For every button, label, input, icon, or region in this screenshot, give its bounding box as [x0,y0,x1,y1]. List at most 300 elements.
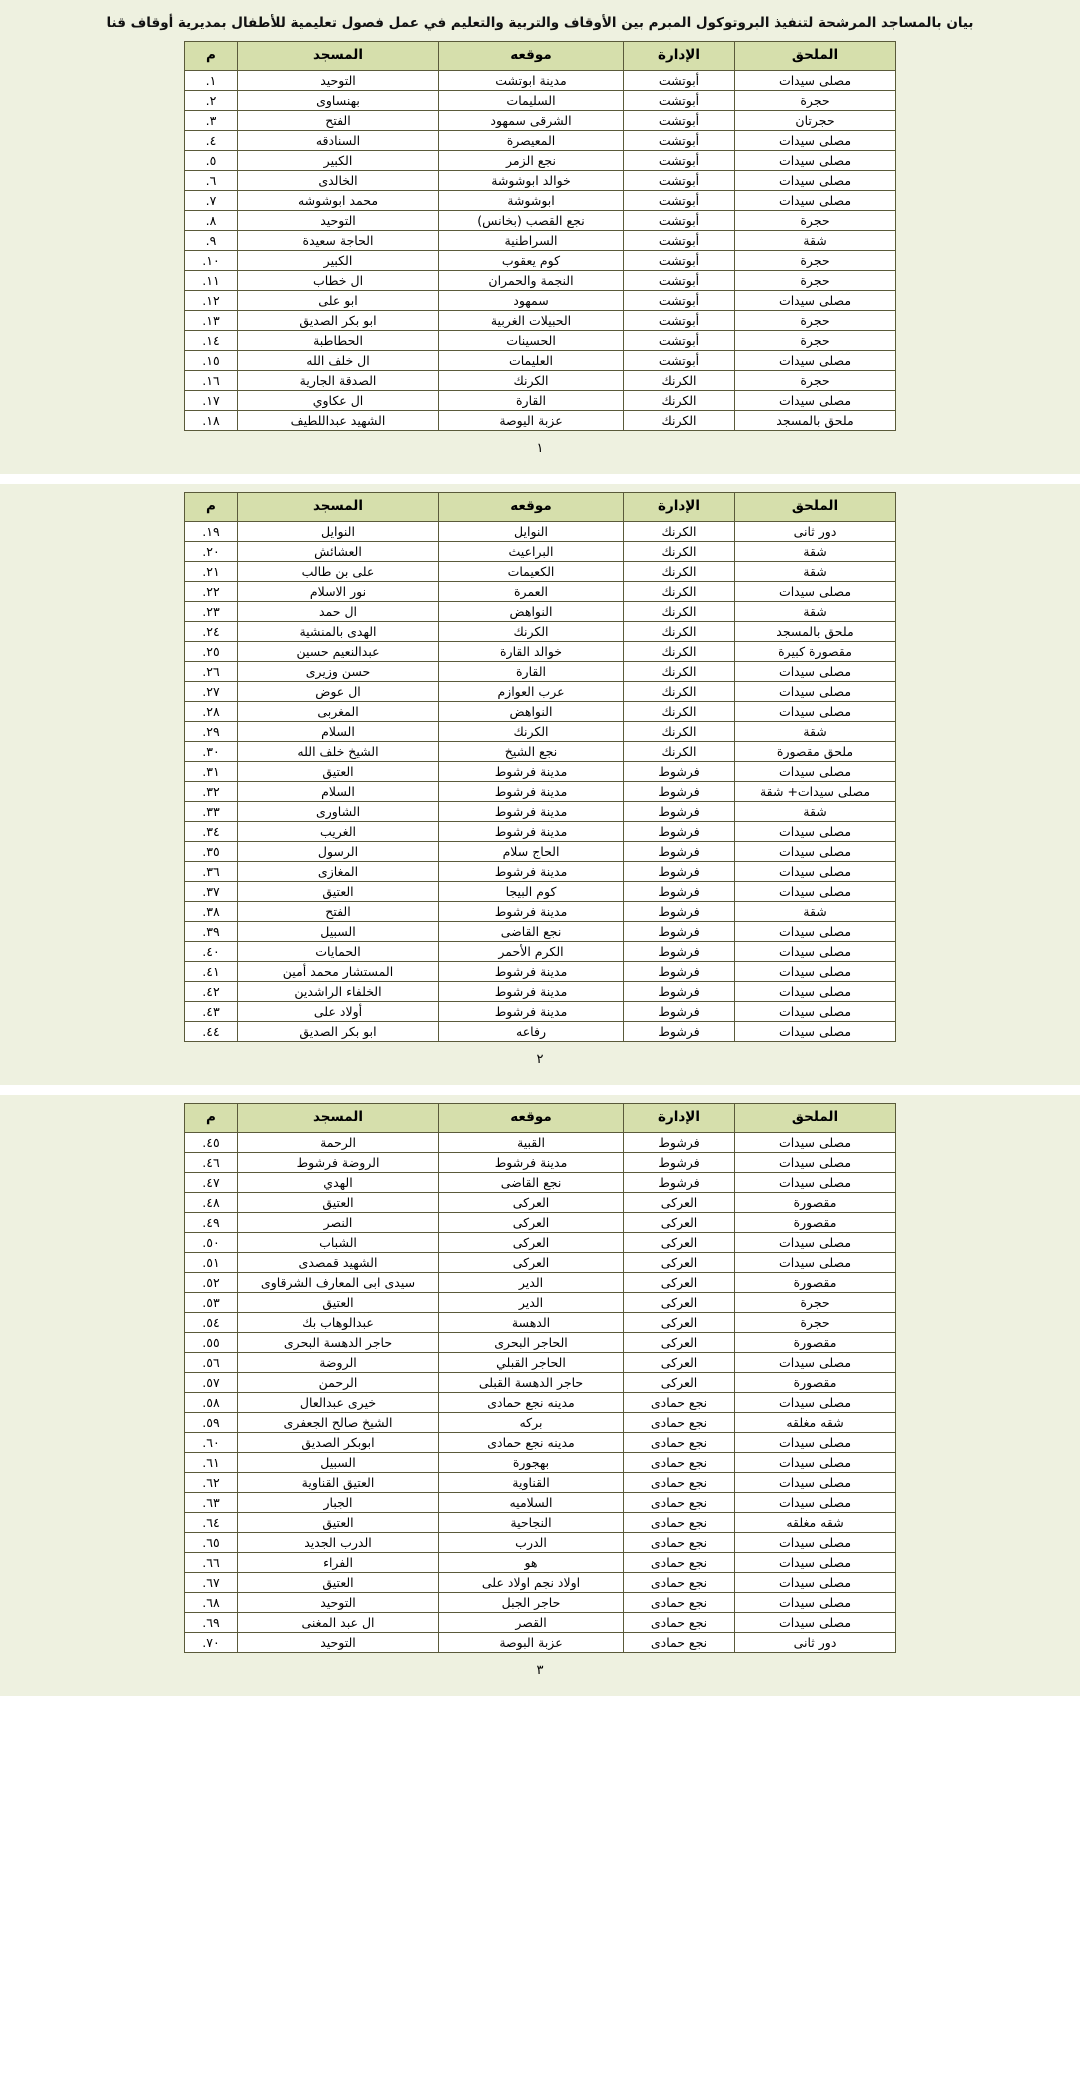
column-header-mosque: المسجد [238,492,439,521]
cell-annex: حجرة [735,270,896,290]
cell-location: نجع القصب (بخانس) [439,210,624,230]
cell-annex: مقصورة [735,1332,896,1352]
cell-mosque: العتيق [238,1572,439,1592]
cell-administration: أبوتشت [624,290,735,310]
cell-administration: الكرنك [624,541,735,561]
cell-serial: ٣٥. [185,841,238,861]
table-row [185,70,896,90]
cell-mosque: الرسول [238,841,439,861]
cell-administration: العركى [624,1352,735,1372]
cell-annex: ملحق بالمسجد [735,621,896,641]
cell-serial: ٣١. [185,761,238,781]
column-header-administration: الإدارة [624,41,735,70]
table-row [185,1512,896,1532]
cell-location: العركى [439,1212,624,1232]
table-row [185,1552,896,1572]
table-row [185,1612,896,1632]
cell-administration: أبوتشت [624,170,735,190]
cell-mosque: الخالدى [238,170,439,190]
cell-location: بركه [439,1412,624,1432]
table-row [185,821,896,841]
cell-location: الدرب [439,1532,624,1552]
cell-serial: ٢٩. [185,721,238,741]
cell-administration: نجع حمادى [624,1572,735,1592]
cell-annex: حجرتان [735,110,896,130]
cell-mosque: المستشار محمد أمين [238,961,439,981]
cell-administration: فرشوط [624,1021,735,1041]
cell-annex: ملحق بالمسجد [735,410,896,430]
cell-location: الكرنك [439,721,624,741]
cell-administration: العركى [624,1292,735,1312]
cell-location: الكرم الأحمر [439,941,624,961]
cell-serial: ٥٠. [185,1232,238,1252]
cell-administration: فرشوط [624,901,735,921]
cell-serial: ٤٤. [185,1021,238,1041]
cell-administration: نجع حمادى [624,1472,735,1492]
cell-location: حاجر الدهسة القبلى [439,1372,624,1392]
cell-annex: شقة [735,721,896,741]
cell-serial: ٩. [185,230,238,250]
table-row [185,1532,896,1552]
table-row [185,1632,896,1652]
cell-annex: شقه مغلقه [735,1512,896,1532]
cell-mosque: حاجر الدهسة البحرى [238,1332,439,1352]
cell-mosque: العتيق [238,761,439,781]
table-row [185,1001,896,1021]
table-row [185,981,896,1001]
cell-location: مدينة فرشوط [439,761,624,781]
cell-location: الحسينات [439,330,624,350]
page-number: ٢ [536,1051,544,1067]
cell-annex: مصلى سيدات+ شقة [735,781,896,801]
cell-serial: ٢. [185,90,238,110]
cell-mosque: العتيق [238,1512,439,1532]
cell-administration: أبوتشت [624,110,735,130]
table-header-row [185,1103,896,1132]
cell-annex: مصلى سيدات [735,1172,896,1192]
table-row [185,1252,896,1272]
mosque-table [184,492,896,1042]
cell-mosque: الشهيد قمصدى [238,1252,439,1272]
cell-mosque: الهدي [238,1172,439,1192]
cell-serial: ١٩. [185,521,238,541]
table-row [185,721,896,741]
cell-serial: ٢٨. [185,701,238,721]
cell-annex: مصلى سيدات [735,1612,896,1632]
cell-annex: شقة [735,801,896,821]
cell-annex: مصلى سيدات [735,1432,896,1452]
column-header-annex: الملحق [735,492,896,521]
cell-administration: الكرنك [624,741,735,761]
cell-location: ابوشوشة [439,190,624,210]
cell-administration: نجع حمادى [624,1512,735,1532]
column-header-annex: الملحق [735,41,896,70]
cell-location: السراطنية [439,230,624,250]
table-row [185,961,896,981]
cell-serial: ٣٦. [185,861,238,881]
cell-location: نجع الزمر [439,150,624,170]
cell-mosque: الخلفاء الراشدين [238,981,439,1001]
cell-mosque: العتيق [238,1292,439,1312]
cell-serial: ٥٦. [185,1352,238,1372]
cell-serial: ٤٣. [185,1001,238,1021]
cell-serial: ٢١. [185,561,238,581]
cell-administration: أبوتشت [624,70,735,90]
cell-annex: مصلى سيدات [735,1132,896,1152]
cell-administration: فرشوط [624,881,735,901]
table-row [185,661,896,681]
cell-administration: نجع حمادى [624,1492,735,1512]
cell-location: مدينة فرشوط [439,801,624,821]
cell-administration: الكرنك [624,641,735,661]
cell-location: مدينة ابوتشت [439,70,624,90]
cell-administration: العركى [624,1372,735,1392]
cell-annex: مصلى سيدات [735,1392,896,1412]
column-header-location: موقعه [439,41,624,70]
table-row [185,1592,896,1612]
cell-mosque: سيدى ابى المعارف الشرقاوى [238,1272,439,1292]
cell-location: العركى [439,1192,624,1212]
cell-location: السلاميه [439,1492,624,1512]
cell-mosque: عبدالنعيم حسين [238,641,439,661]
cell-annex: حجرة [735,250,896,270]
cell-administration: الكرنك [624,601,735,621]
cell-location: مدينة فرشوط [439,961,624,981]
column-header-administration: الإدارة [624,492,735,521]
cell-mosque: التوحيد [238,1592,439,1612]
cell-annex: شقة [735,601,896,621]
table-row [185,1432,896,1452]
cell-location: العركى [439,1252,624,1272]
cell-location: اولاد نجم اولاد على [439,1572,624,1592]
document-page [0,1095,1080,1696]
cell-administration: نجع حمادى [624,1452,735,1472]
cell-serial: ٧٠. [185,1632,238,1652]
cell-annex: مصلى سيدات [735,981,896,1001]
mosque-table [184,1103,896,1653]
cell-location: خوالد القارة [439,641,624,661]
cell-annex: حجرة [735,1292,896,1312]
table-row [185,681,896,701]
cell-administration: فرشوط [624,961,735,981]
cell-administration: نجع حمادى [624,1632,735,1652]
cell-annex: مصلى سيدات [735,821,896,841]
cell-administration: أبوتشت [624,150,735,170]
table-row [185,1272,896,1292]
cell-annex: مصلى سيدات [735,761,896,781]
table-row [185,941,896,961]
table-row [185,1472,896,1492]
table-row [185,1152,896,1172]
cell-annex: مصلى سيدات [735,941,896,961]
cell-mosque: الحطاطبة [238,330,439,350]
cell-administration: العركى [624,1272,735,1292]
cell-location: السليمات [439,90,624,110]
cell-serial: ٦٣. [185,1492,238,1512]
cell-annex: حجرة [735,330,896,350]
cell-serial: ٢٧. [185,681,238,701]
table-row [185,330,896,350]
cell-location: القصر [439,1612,624,1632]
column-header-location: موقعه [439,492,624,521]
table-row [185,1352,896,1372]
cell-administration: الكرنك [624,561,735,581]
cell-location: الحاجر القبلي [439,1352,624,1372]
cell-serial: ١٥. [185,350,238,370]
table-row [185,801,896,821]
cell-administration: فرشوط [624,861,735,881]
cell-annex: مقصورة [735,1372,896,1392]
cell-location: الدير [439,1272,624,1292]
cell-serial: ٤٢. [185,981,238,1001]
cell-serial: ٥٨. [185,1392,238,1412]
cell-mosque: الروضة فرشوط [238,1152,439,1172]
table-row [185,1192,896,1212]
page-number: ٣ [536,1662,544,1678]
table-row [185,1492,896,1512]
table-row [185,1392,896,1412]
cell-annex: مصلى سيدات [735,1452,896,1472]
cell-mosque: الفراء [238,1552,439,1572]
table-row [185,110,896,130]
table-row [185,390,896,410]
cell-mosque: السلام [238,781,439,801]
cell-administration: أبوتشت [624,250,735,270]
table-row [185,701,896,721]
column-header-location: موقعه [439,1103,624,1132]
column-header-serial: م [185,1103,238,1132]
cell-mosque: الرحمن [238,1372,439,1392]
table-row [185,130,896,150]
table-row [185,350,896,370]
cell-administration: فرشوط [624,801,735,821]
table-header-row [185,41,896,70]
cell-location: عزبة البوصة [439,1632,624,1652]
cell-serial: ٦. [185,170,238,190]
cell-administration: الكرنك [624,701,735,721]
cell-serial: ٤٦. [185,1152,238,1172]
cell-administration: الكرنك [624,410,735,430]
cell-serial: ١٤. [185,330,238,350]
cell-mosque: الجبار [238,1492,439,1512]
cell-mosque: عبدالوهاب بك [238,1312,439,1332]
cell-mosque: ال خلف الله [238,350,439,370]
cell-annex: حجرة [735,90,896,110]
cell-serial: ٥١. [185,1252,238,1272]
cell-serial: ١٣. [185,310,238,330]
cell-serial: ٧. [185,190,238,210]
cell-serial: ٦٢. [185,1472,238,1492]
cell-location: حاجر الجبل [439,1592,624,1612]
page-title: بيان بالمساجد المرشحة لتنفيذ البروتوكول المبرم بين الأوقاف والتربية والتعليم في عمل فصول تعليمية للأطفال بمديرية أوقاف قنا [106,15,974,31]
cell-serial: ٣٠. [185,741,238,761]
cell-location: الشرقى سمهود [439,110,624,130]
column-header-annex: الملحق [735,1103,896,1132]
cell-location: الحبيلات الغربية [439,310,624,330]
cell-mosque: التوحيد [238,1632,439,1652]
cell-administration: فرشوط [624,1132,735,1152]
cell-location: الكعيمات [439,561,624,581]
cell-serial: ٦٨. [185,1592,238,1612]
cell-annex: مصلى سيدات [735,1472,896,1492]
cell-administration: فرشوط [624,981,735,1001]
cell-annex: مصلى سيدات [735,1492,896,1512]
cell-annex: حجرة [735,1312,896,1332]
cell-annex: مصلى سيدات [735,1572,896,1592]
cell-annex: مصلى سيدات [735,1552,896,1572]
cell-annex: مصلى سيدات [735,921,896,941]
cell-mosque: الحاجة سعيدة [238,230,439,250]
document-page [0,484,1080,1085]
cell-mosque: خيرى عبدالعال [238,1392,439,1412]
cell-serial: ١٠. [185,250,238,270]
cell-annex: مقصورة [735,1272,896,1292]
cell-administration: فرشوط [624,941,735,961]
cell-serial: ٢٣. [185,601,238,621]
cell-location: القارة [439,661,624,681]
cell-administration: نجع حمادى [624,1392,735,1412]
cell-location: مدينة فرشوط [439,1001,624,1021]
cell-location: مدينة فرشوط [439,1152,624,1172]
table-row [185,1212,896,1232]
table-row [185,621,896,641]
cell-serial: ٥٤. [185,1312,238,1332]
cell-administration: نجع حمادى [624,1412,735,1432]
cell-mosque: ال عبد المغنى [238,1612,439,1632]
table-row [185,150,896,170]
cell-serial: ١١. [185,270,238,290]
cell-annex: شقة [735,541,896,561]
cell-location: القارة [439,390,624,410]
cell-administration: أبوتشت [624,310,735,330]
cell-administration: فرشوط [624,841,735,861]
cell-serial: ٣٧. [185,881,238,901]
cell-mosque: أولاد على [238,1001,439,1021]
cell-administration: نجع حمادى [624,1432,735,1452]
cell-serial: ٣٣. [185,801,238,821]
cell-annex: مصلى سيدات [735,1592,896,1612]
cell-annex: مصلى سيدات [735,961,896,981]
cell-mosque: الدرب الجديد [238,1532,439,1552]
cell-serial: ٥٧. [185,1372,238,1392]
cell-serial: ٤. [185,130,238,150]
cell-serial: ٣. [185,110,238,130]
column-header-serial: م [185,492,238,521]
cell-location: النجاحية [439,1512,624,1532]
cell-mosque: السنادقه [238,130,439,150]
cell-location: القناوية [439,1472,624,1492]
cell-mosque: المغازى [238,861,439,881]
cell-annex: حجرة [735,370,896,390]
cell-mosque: العشائش [238,541,439,561]
cell-administration: أبوتشت [624,210,735,230]
table-header-row [185,492,896,521]
cell-administration: أبوتشت [624,350,735,370]
table-row [185,370,896,390]
cell-serial: ١٨. [185,410,238,430]
column-header-mosque: المسجد [238,41,439,70]
cell-serial: ٥٢. [185,1272,238,1292]
cell-administration: أبوتشت [624,270,735,290]
cell-serial: ٢٦. [185,661,238,681]
cell-mosque: نور الاسلام [238,581,439,601]
cell-administration: الكرنك [624,621,735,641]
cell-mosque: الكبير [238,250,439,270]
cell-serial: ١٢. [185,290,238,310]
cell-administration: نجع حمادى [624,1532,735,1552]
cell-location: مدينه نجع حمادى [439,1432,624,1452]
cell-serial: ١٧. [185,390,238,410]
cell-location: الحاجر البحرى [439,1332,624,1352]
table-row [185,901,896,921]
cell-serial: ٥. [185,150,238,170]
table-row [185,1132,896,1152]
table-row [185,1021,896,1041]
cell-location: نجع القاضى [439,1172,624,1192]
cell-administration: العركى [624,1192,735,1212]
cell-administration: أبوتشت [624,130,735,150]
cell-mosque: الشيخ صالح الجعفرى [238,1412,439,1432]
cell-administration: أبوتشت [624,330,735,350]
cell-administration: العركى [624,1232,735,1252]
cell-location: العمرة [439,581,624,601]
cell-location: خوالد ابوشوشة [439,170,624,190]
cell-annex: مصلى سيدات [735,581,896,601]
cell-serial: ٢٠. [185,541,238,561]
cell-administration: أبوتشت [624,230,735,250]
cell-location: كوم يعقوب [439,250,624,270]
cell-annex: ملحق مقصورة [735,741,896,761]
cell-annex: مصلى سيدات [735,1532,896,1552]
cell-location: العركى [439,1232,624,1252]
cell-mosque: الغريب [238,821,439,841]
cell-administration: الكرنك [624,521,735,541]
cell-administration: أبوتشت [624,190,735,210]
cell-administration: فرشوط [624,1172,735,1192]
cell-mosque: الشباب [238,1232,439,1252]
cell-serial: ٣٤. [185,821,238,841]
table-row [185,761,896,781]
cell-mosque: محمد ابوشوشه [238,190,439,210]
cell-administration: العركى [624,1252,735,1272]
cell-location: كوم البيجا [439,881,624,901]
cell-annex: مصلى سيدات [735,350,896,370]
cell-mosque: السبيل [238,1452,439,1472]
table-row [185,270,896,290]
cell-mosque: ابو بكر الصديق [238,1021,439,1041]
column-header-administration: الإدارة [624,1103,735,1132]
cell-serial: ٤٥. [185,1132,238,1152]
cell-location: المعيصرة [439,130,624,150]
cell-mosque: المغربى [238,701,439,721]
cell-mosque: الشاورى [238,801,439,821]
cell-mosque: الكبير [238,150,439,170]
cell-location: هو [439,1552,624,1572]
mosque-table [184,41,896,431]
cell-mosque: ال حمد [238,601,439,621]
cell-mosque: الروضة [238,1352,439,1372]
cell-annex: مصلى سيدات [735,130,896,150]
table-row [185,1312,896,1332]
table-row [185,410,896,430]
cell-serial: ٤٩. [185,1212,238,1232]
table-row [185,921,896,941]
cell-location: البراعيث [439,541,624,561]
cell-serial: ٥٣. [185,1292,238,1312]
cell-mosque: الشيخ خلف الله [238,741,439,761]
cell-annex: مصلى سيدات [735,1001,896,1021]
cell-mosque: ال عكاوي [238,390,439,410]
